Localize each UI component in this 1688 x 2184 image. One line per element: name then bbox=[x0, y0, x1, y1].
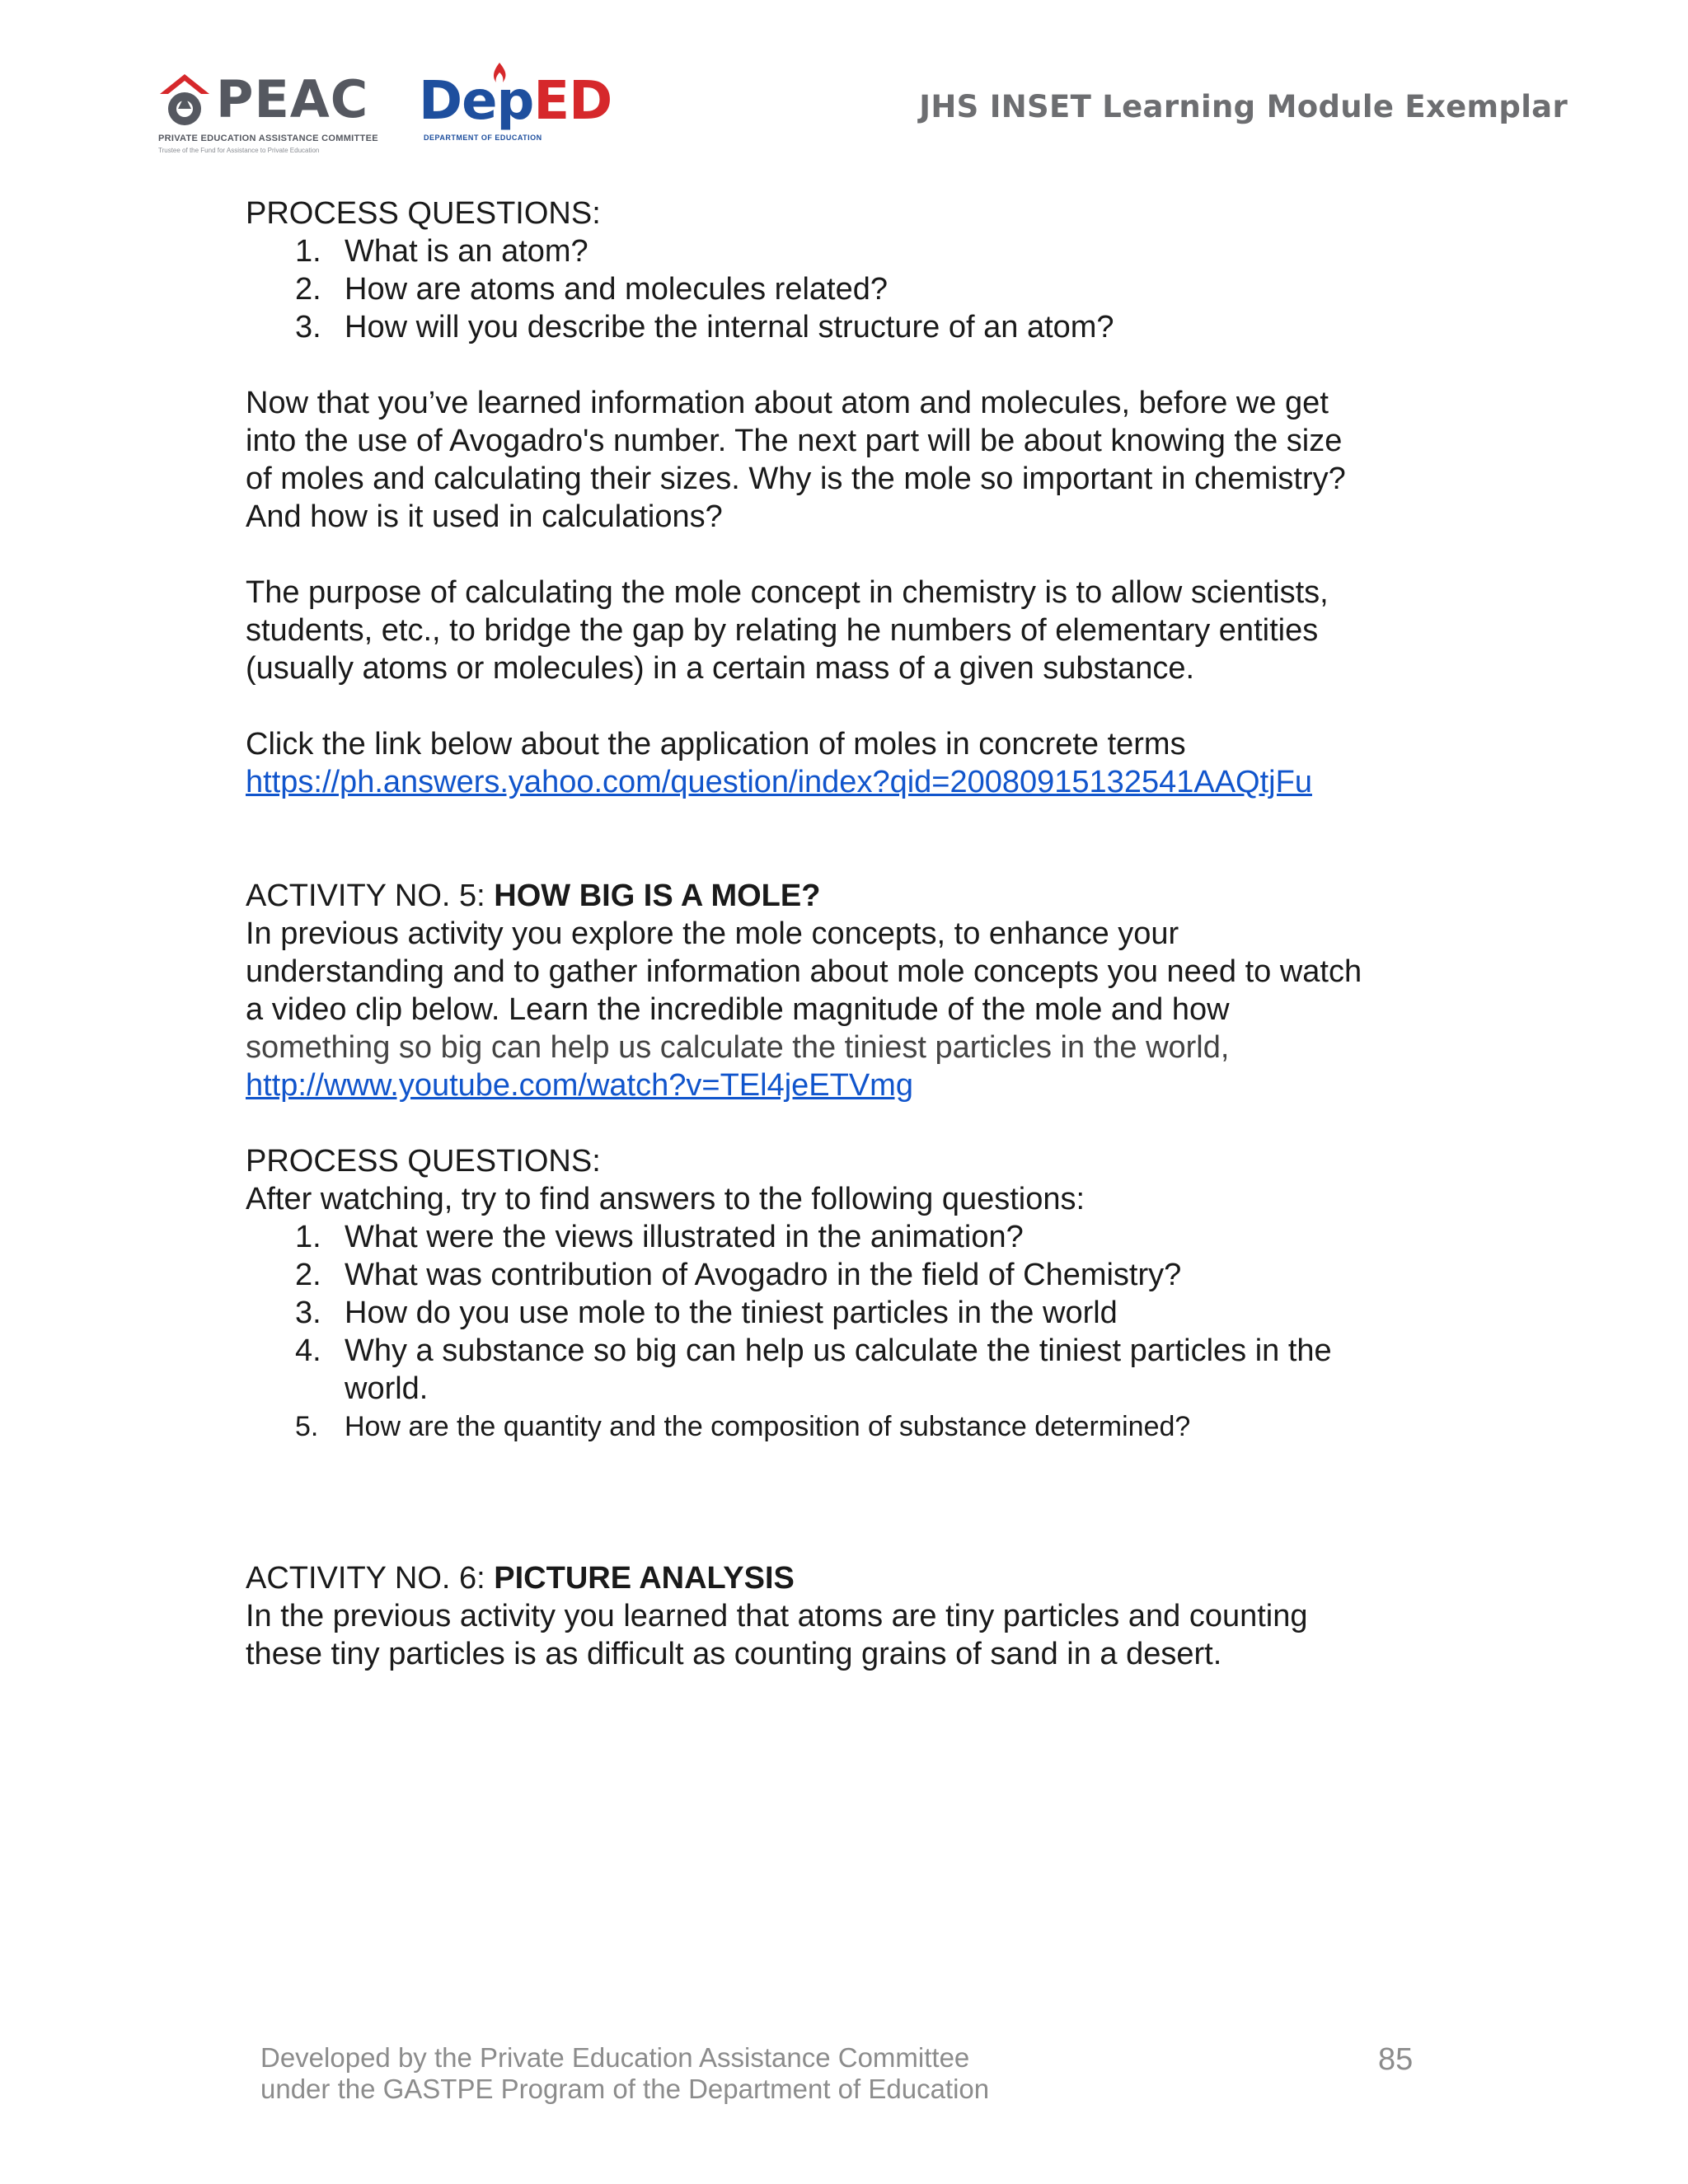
list-item bbox=[246, 270, 1531, 308]
list-item bbox=[246, 1218, 1531, 1256]
process-questions-heading-1: PROCESS QUESTIONS: bbox=[246, 196, 601, 231]
deped-subtitle: DEPARTMENT OF EDUCATION bbox=[424, 134, 542, 142]
module-title: JHS INSET Learning Module Exemplar bbox=[919, 89, 1568, 124]
list-text: How do you use mole to the tiniest particles in the world bbox=[345, 1296, 1118, 1330]
list-number: 2. bbox=[295, 1258, 321, 1292]
paragraph-line: into the use of Avogadro's number. The next part will be about knowing the size bbox=[246, 424, 1343, 458]
activity-6-description bbox=[246, 1597, 1531, 1673]
paragraph-line: (usually atoms or molecules) in a certain mass of a given substance. bbox=[246, 651, 1195, 686]
paragraph-line: Now that you’ve learned information about atom and molecules, before we get bbox=[246, 386, 1329, 420]
deped-logo-text bbox=[419, 73, 612, 130]
yahoo-answers-link[interactable]: https://ph.answers.yahoo.com/question/index?qid=20080915132541AAQtjFu bbox=[246, 765, 1312, 799]
deped-logo bbox=[419, 61, 612, 152]
peac-emblem-icon bbox=[158, 73, 211, 129]
process-questions-heading-2: PROCESS QUESTIONS: bbox=[246, 1144, 601, 1179]
list-text: How are the quantity and the composition of substance determined? bbox=[345, 1411, 1191, 1442]
deped-logo-text-dep: Dep bbox=[419, 71, 534, 132]
list-number: 5. bbox=[295, 1411, 319, 1442]
activity-6-prefix: ACTIVITY NO. 6: bbox=[246, 1561, 495, 1596]
activity-5-heading bbox=[246, 877, 1531, 915]
list-number: 1. bbox=[295, 234, 321, 269]
list-text: How will you describe the internal structure of an atom? bbox=[345, 310, 1114, 344]
list-text-continued: world. bbox=[345, 1371, 429, 1406]
paragraph-line: something so big can help us calculate the tiniest particles in the world, bbox=[246, 1030, 1230, 1065]
paragraph-line: In the previous activity you learned that atoms are tiny particles and counting bbox=[246, 1599, 1308, 1633]
paragraph-mole-purpose bbox=[246, 574, 1531, 687]
paragraph-line: And how is it used in calculations? bbox=[246, 499, 723, 534]
list-item bbox=[246, 232, 1531, 270]
activity-5-description bbox=[246, 915, 1531, 1066]
peac-tagline: Trustee of the Fund for Assistance to Private Education bbox=[158, 147, 320, 154]
list-text: How are atoms and molecules related? bbox=[345, 272, 889, 307]
paragraph-line: The purpose of calculating the mole concept in chemistry is to allow scientists, bbox=[246, 575, 1329, 610]
deped-logo-text-ed: ED bbox=[533, 71, 612, 132]
list-number: 3. bbox=[295, 310, 321, 344]
list-text: What were the views illustrated in the animation? bbox=[345, 1220, 1024, 1254]
list-item bbox=[246, 308, 1531, 346]
paragraph-line: students, etc., to bridge the gap by relating he numbers of elementary entities bbox=[246, 613, 1319, 648]
paragraph-line: a video clip below. Learn the incredible magnitude of the mole and how bbox=[246, 992, 1230, 1027]
process-questions-list-2 bbox=[246, 1218, 1531, 1446]
process-questions-list-1 bbox=[246, 232, 1531, 346]
process-questions-intro: After watching, try to find answers to the following questions: bbox=[246, 1182, 1085, 1216]
list-text: Why a substance so big can help us calculate the tiniest particles in the bbox=[345, 1333, 1332, 1368]
peac-subtitle: PRIVATE EDUCATION ASSISTANCE COMMITTEE bbox=[158, 134, 378, 143]
paragraph-avogadro-intro bbox=[246, 384, 1531, 536]
list-item bbox=[246, 1408, 1531, 1446]
paragraph-line: In previous activity you explore the mole concepts, to enhance your bbox=[246, 916, 1179, 951]
activity-6-title: PICTURE ANALYSIS bbox=[494, 1561, 795, 1596]
link-intro-text: Click the link below about the application of moles in concrete terms bbox=[246, 727, 1186, 762]
list-number: 4. bbox=[295, 1333, 321, 1368]
paragraph-line: of moles and calculating their sizes. Why is the mole so important in chemistry? bbox=[246, 462, 1346, 496]
paragraph-line: these tiny particles is as difficult as counting grains of sand in a desert. bbox=[246, 1637, 1222, 1671]
page-number: 85 bbox=[1378, 2042, 1414, 2077]
page-content bbox=[246, 194, 1531, 1673]
page-footer bbox=[260, 2042, 989, 2105]
list-text: What is an atom? bbox=[345, 234, 588, 269]
list-text: What was contribution of Avogadro in the field of Chemistry? bbox=[345, 1258, 1182, 1292]
list-item bbox=[246, 1332, 1531, 1408]
activity-5-prefix: ACTIVITY NO. 5: bbox=[246, 879, 495, 913]
list-item bbox=[246, 1256, 1531, 1294]
activity-5-title: HOW BIG IS A MOLE? bbox=[494, 879, 821, 913]
list-number: 3. bbox=[295, 1296, 321, 1330]
list-item bbox=[246, 1294, 1531, 1332]
list-number: 1. bbox=[295, 1220, 321, 1254]
page-header bbox=[0, 0, 1688, 181]
list-number: 2. bbox=[295, 272, 321, 307]
footer-line-2: under the GASTPE Program of the Department of Education bbox=[260, 2074, 990, 2104]
footer-line-1: Developed by the Private Education Assistance Committee bbox=[260, 2042, 970, 2073]
peac-logo-text: PEAC bbox=[216, 69, 369, 129]
peac-logo bbox=[158, 68, 406, 158]
paragraph-line: understanding and to gather information about mole concepts you need to watch bbox=[246, 954, 1362, 989]
activity-6-heading bbox=[246, 1559, 1531, 1597]
youtube-video-link[interactable]: http://www.youtube.com/watch?v=TEl4jeETVmg bbox=[246, 1068, 913, 1103]
